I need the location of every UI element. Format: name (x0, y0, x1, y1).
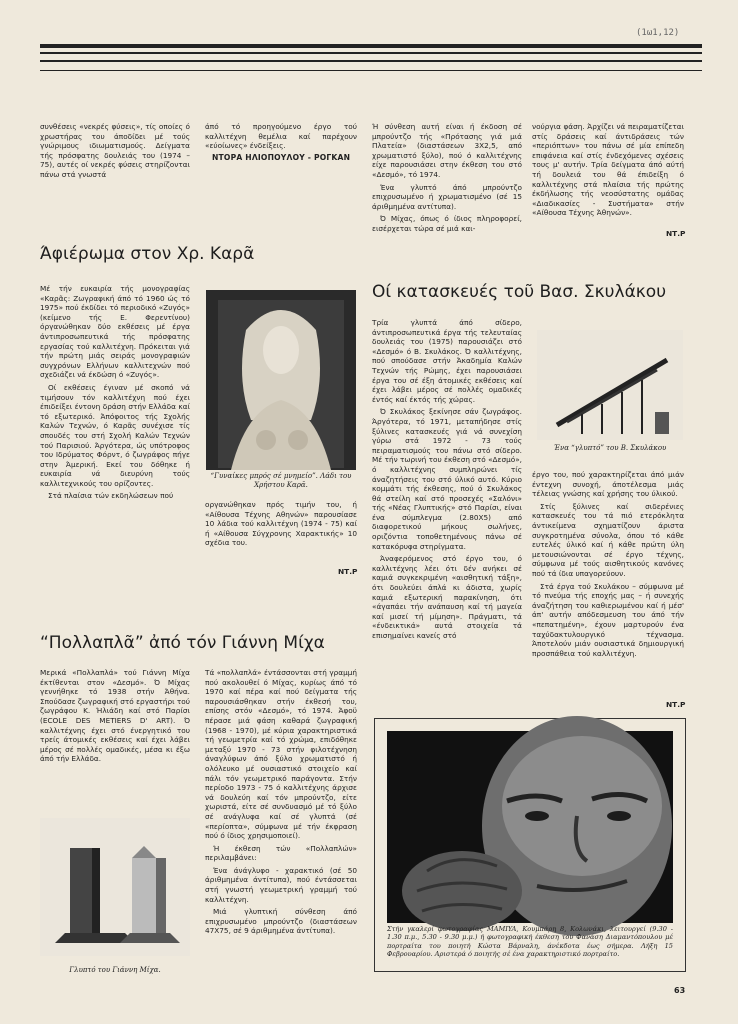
skylakos-caption: Ένα “γλυπτό” του Β. Σκυλάκου (553, 444, 667, 452)
top-rule-thick (40, 44, 702, 48)
handwritten-reference: (1ω1,12) (636, 28, 680, 38)
michas-headline: “Πολλαπλᾶ” ἀπό τόν Γιάννη Μίχα (40, 633, 325, 653)
michas-sculpture-figure (40, 818, 190, 956)
michas-caption: Γλυπτό του Γιάννη Μίχα. (69, 966, 161, 974)
skylakos-text-col1: Τρία γλυπτά άπό σίδερο, άντιπροσωπευτικά έργα τής τελευταίας δουλειάς του (1975) παρουσιάζει στό «Δεσμό» ό Β. Σκυλάκος. Ό καλλιτέχνης, πού σπούδασε στήν Άκαδημία Καλών Τεχνών τής Ρώμης, έχει παρουσιάσει έργα του σέ έξη άτομικές εκθέσεις καί έχει λάβει μέρος σέ πολλές ομαδικές έντός καί έκτός τής χώρας. Ό Σκυλάκος ξεκίνησε σάν ζωγράφος. Άργότερα, τό 1971, μεταπήδησε στίς ξύλινες κατασκευές γιά νά συνεχίση γύρω στά 1972 - 73 τούς πειραματισμούς του πάνω στό σίδερο. Μέ τήν τωρινή του έκθεση στό «Δεσμό», ό καλλιτέχνης συμπληρώνει τίς άναζητήσεις του στό ύλικό αυτό. Κύριο κομμάτι τής έκθεσης, πού ό Σκυλάκος θά στείλη καί στό προσεχές «Σαλόνι» τής «Νέας Γλυπτικής» στό Παρίσι, είναι ένα σύμπλεγμα (2.80Χ5) από διαφορετικού μήκους σωλήνες, οριζόντια τοποθετημένους πάνω σέ κατακόρυφα στηρίγματα. Άναφερόμενος στό έργο του, ό καλλιτέχνης λέει ότι δέν ανήκει σέ καμιά συγκεκριμένη «αισθητική τάξη», ότι δουλεύει άπλά κι άδιστα, χωρίς καμιά εξωτερική παρακίνηση, ότι «άγαπάει τήν ανάπαυση καί τή μαγεία καί μισεί τή μίμηση». Πράγματι, τά «ένδεικτικά» αυτά στοιχεία τά επισημαίνει κανείς στό (372, 318, 522, 640)
varnalis-portrait-image (387, 731, 673, 923)
page-number: 63 (674, 986, 686, 995)
michas-text-col1: Μερικά «Πολλαπλά» τού Γιάννη Μίχα έκτίθενται στον «Δεσμό». Ό Μίχας γεννήθηκε τό 1938 στήν Άθήνα. Σπούδασε ζωγραφική στό εργαστήρι τού ζωγράφου Κ. Ήλιάδη καί στό Παρίσι (ECOLE DES METIERS D' ART). Ό καλλιτέχνης έχει στό ένεργητικό του τρείς άτομικές εκθέσεις καί έχει λάβει μέρος σέ πολλές ομαδικές, μέσα κι έξω άπό τήν Ελλάδα. (40, 668, 190, 764)
top-rule-thin-2 (40, 60, 702, 62)
kara-headline: Άφιέρωμα στον Χρ. Καρᾶ (40, 244, 255, 264)
skylakos-signature: ΝΤ.Ρ (666, 700, 686, 709)
signature: ΝΤ.Ρ (666, 229, 686, 238)
kara-signature: ΝΤ.Ρ (338, 567, 358, 576)
skylakos-sculpture-figure (537, 330, 683, 440)
author-byline: ΝΤΟΡΑ ΗΛΙΟΠΟΥΛΟΥ - ΡΟΓΚΑΝ (212, 153, 351, 162)
kara-text-col2: οργανώθηκαν πρός τιμήν του, ή «Αίθουσα Τέχνης Αθηνών» παρουσίασε 10 λάδια τού καλλιτέχνη (1974 - 75) καί ή «Αίθουσα Σύγχρονης Χαρακτικής» 10 σχέδια του. (205, 500, 357, 548)
mamiya-photo-box (374, 718, 686, 972)
skylakos-sculpture-image (537, 330, 683, 440)
mamiya-caption: Στήν γκαλερί φωτογραφίας MAMIYA, Κουμπάρη 8, Κολωνάκι, λειτουργεί (9.30 - 1.30 π.μ., 5.30 - 9.30 μ.μ.) ή φωτογραφική έκθεση του Φανάση Διαμαντόπουλου μέ πορτραίτα του ποιητή Κώστα Βάρναλη, άνέκδοτα έως σήμερα. Λήξη 15 Φεβρουαρίου. Αριστερά ό ποιητής σέ ένα χαρακτηριστικό πορτραίτο. (387, 925, 673, 959)
skylakos-text-col2: έργο του, πού χαρακτηρίζεται άπό μιάν έντεχνη συνοχή, άποτέλεσμα μιάς τέλειας γνώσης καί χρήσης του ύλικού. Στίς ξύλινες καί σιδερένιες κατασκευές του τά πιό ετερόκλητα άντικείμενα σχηματίζουν άριστα συγκροτημένα σύνολα, όπου τό κάθε ευτελές ύλικό καί ή κάθε πρώτη ύλη μετουσιώνονται σέ έργο τέχνης, σύμφωνα μέ τούς αισθητικούς κανόνες πού τά ίδια υπαγορεύουν. Στά έργα τού Σκυλάκου – σύμφωνα μέ τό πνεύμα τής εποχής μας – ή συνεχής άναζήτηση του καθιερωμένου καί ή μέσ' άπ' αυτήν απόδεσμευση του άπό τήν «πεπατημένη», έχουν μαρτυρούν ένα ταχύδακτυλουργικό τέχνασμα. Άποτελούν μιάν ουσιαστικά δημιουργική προσπάθεια τού καλλιτέχνη. (532, 470, 684, 658)
header-rule (40, 70, 702, 71)
michas-text-col2: Τά «πολλαπλά» έντάσσονται στή γραμμή πού ακολουθεί ό Μίχας, κυρίως άπό τό 1970 καί πέρα καί πού δείγματα τής παρουσιάσθηκαν στήν έκθεσή του, επίσης στόν «Δεσμό», τό 1974. Άφοϋ πέρασε μιά φάση καθαρά ζωγραφική (1968 - 1970), μέ κύρια χαρακτηριστικά τή γεωμετρία καί τό χρώμα, επιδόθηκε μεταξύ 1970 - 73 στήν φιλοτέχνηση άναγλύφων άπό ξύλο χρωματιστό ή ολόλευκο μέ ουσιαστικό στοιχείο καί πάλι τόν γεωμετρικό παράγοντα. Στήν περίοδο 1973 - 75 ό καλλιτέχνης άρχισε νά δουλεύη καί τόν μπρούντζο, είτε χωριστά, είτε σέ συνδυασμό μέ τό ξύλο σέ ανάγλυφα καί σέ γλυπτά (σέ «περίοπτα», σύμφωνα μέ τήν έκφραση πού ό ίδιος χρησιμοποιεί). Ή έκθεση τών «Πολλαπλών» περιλαμβάνει: Ένα άνάγλυφο - χαρακτικό (σέ 50 άριθμημένα άντίτυπα), πού έντάσσεται στή γνωστή γεωμετρική γραμμή τού καλλιτέχνη. Μιά γλυπτική σύνθεση άπό επιχρυσωμένο μπρούντζο (διαστάσεων 47Χ75, σέ 9 άριθμημένα άντίτυπα). (205, 668, 357, 936)
kara-painting-image (206, 290, 356, 470)
kara-painting-figure (206, 290, 356, 470)
kara-caption: “Γυναίκες μπρός σέ μνημείο”. Λάδι του Χρήστου Καρᾶ. (210, 472, 352, 489)
top-fragment-col1: συνθέσεις «νεκρές φύσεις», τίς οποίες ό χρωστήρας του άποδίδει μέ τούς γνώριμους ιδιωματισμούς. Δείγματα τής πρόσφατης δουλειάς του (1974 – 75), αυτές οί νεκρές φύσεις στηρίζονται πάνω στά γνωστά (40, 122, 190, 179)
top-fragment-col4: νούργια φάση. Άρχίζει νά πειραματίζεται στίς δράσεις καί άντιδράσεις τών «περιόπτων» του πάνω σέ μία επίπεδη επιφάνεια καί στίς ένδεχόμενες σχέσεις τους μ' αυτήν. Τρία δείγματα άπό αύτή τή δουλειά του θά έπιδείξη ό καλλιτέχνης στά πλαίσια τής πρώτης έκδήλωσης τής νεοσύστατης ομάδας «Διαδικασίες - Συστήματα» στήν «Αίθουσα Τέχνης Άθηνών». (532, 122, 684, 218)
kara-text-col1: Μέ τήν ευκαιρία τής μονογραφίας «Καρᾶς: Ζωγραφική άπό τό 1960 ώς τό 1975» πού έκδίδει τό περιοδικό «Ζυγός» (κείμενο τής Ε. Φερεντίνου) όργανώθηκαν δύο εκθέσεις μέ έργα άντιπροσωπευτικά τής πρόσφατης εργασίας τού καλλιτέχνη. Πρόκειται γιά τήν πρώτη μιάς σειράς μονογραφιών συγχρόνων Ελλήνων καλλιτεχνών πού σχεδιάζει νά έκδώση ό «Ζυγός». Οί εκθέσεις έγιναν μέ σκοπό νά τιμήσουν τόν καλλιτέχνη πού έχει έπιδείξει έντονη δράση στήν Ελλάδα καί τό εξωτερικό. Άπόφοιτος τής Σχολής Καλών Τεχνών, ό Καρᾶς συνέχισε τίς σπουδές του στή Σχολή Καλών Τεχνών τού Παρισιού. Άργότερα, ώς υπότροφος του Ιδρύματος Φόρντ, ό ζωγράφος πήγε στην Άμερική. Εκεί του δόθηκε ή ευκαιρία νά διευρύνη τούς καλλιτεχνικούς του ορίζοντες. Στά πλαίσια τών εκδηλώσεων πού (40, 284, 190, 501)
varnalis-portrait-figure (387, 731, 673, 923)
top-fragment-col2: άπό τό προηγούμενο έργο τού καλλιτέχνη θεμέλια καί παρέχουν «εύοίωνες» ένδείξεις. (205, 122, 357, 151)
skylakos-headline: Οί κατασκευές τοῦ Βασ. Σκυλάκου (372, 282, 667, 302)
top-fragment-col3: Ή σύνθεση αυτή είναι ή έκδοση σέ μπρούντζο τής «Πρότασης γιά μιά Πλατεία» (διαστάσεων 3Χ2,5, από χρωματιστό ξύλο), πού ό καλλιτέχνης είχε παρουσιάσει στην έκθεση του στό «Δεσμό», τό 1974. Ένα γλυπτό άπό μπρούντζο επιχρυσωμένο ή χρωματισμένο (σέ 15 άριθμημένα αντίτυπα). Ό Μίχας, όπως ό ίδιος πληροφορεί, εισέρχεται τώρα σέ μιά και- (372, 122, 522, 233)
michas-sculpture-image (40, 818, 190, 956)
top-rule-thin (40, 52, 702, 54)
